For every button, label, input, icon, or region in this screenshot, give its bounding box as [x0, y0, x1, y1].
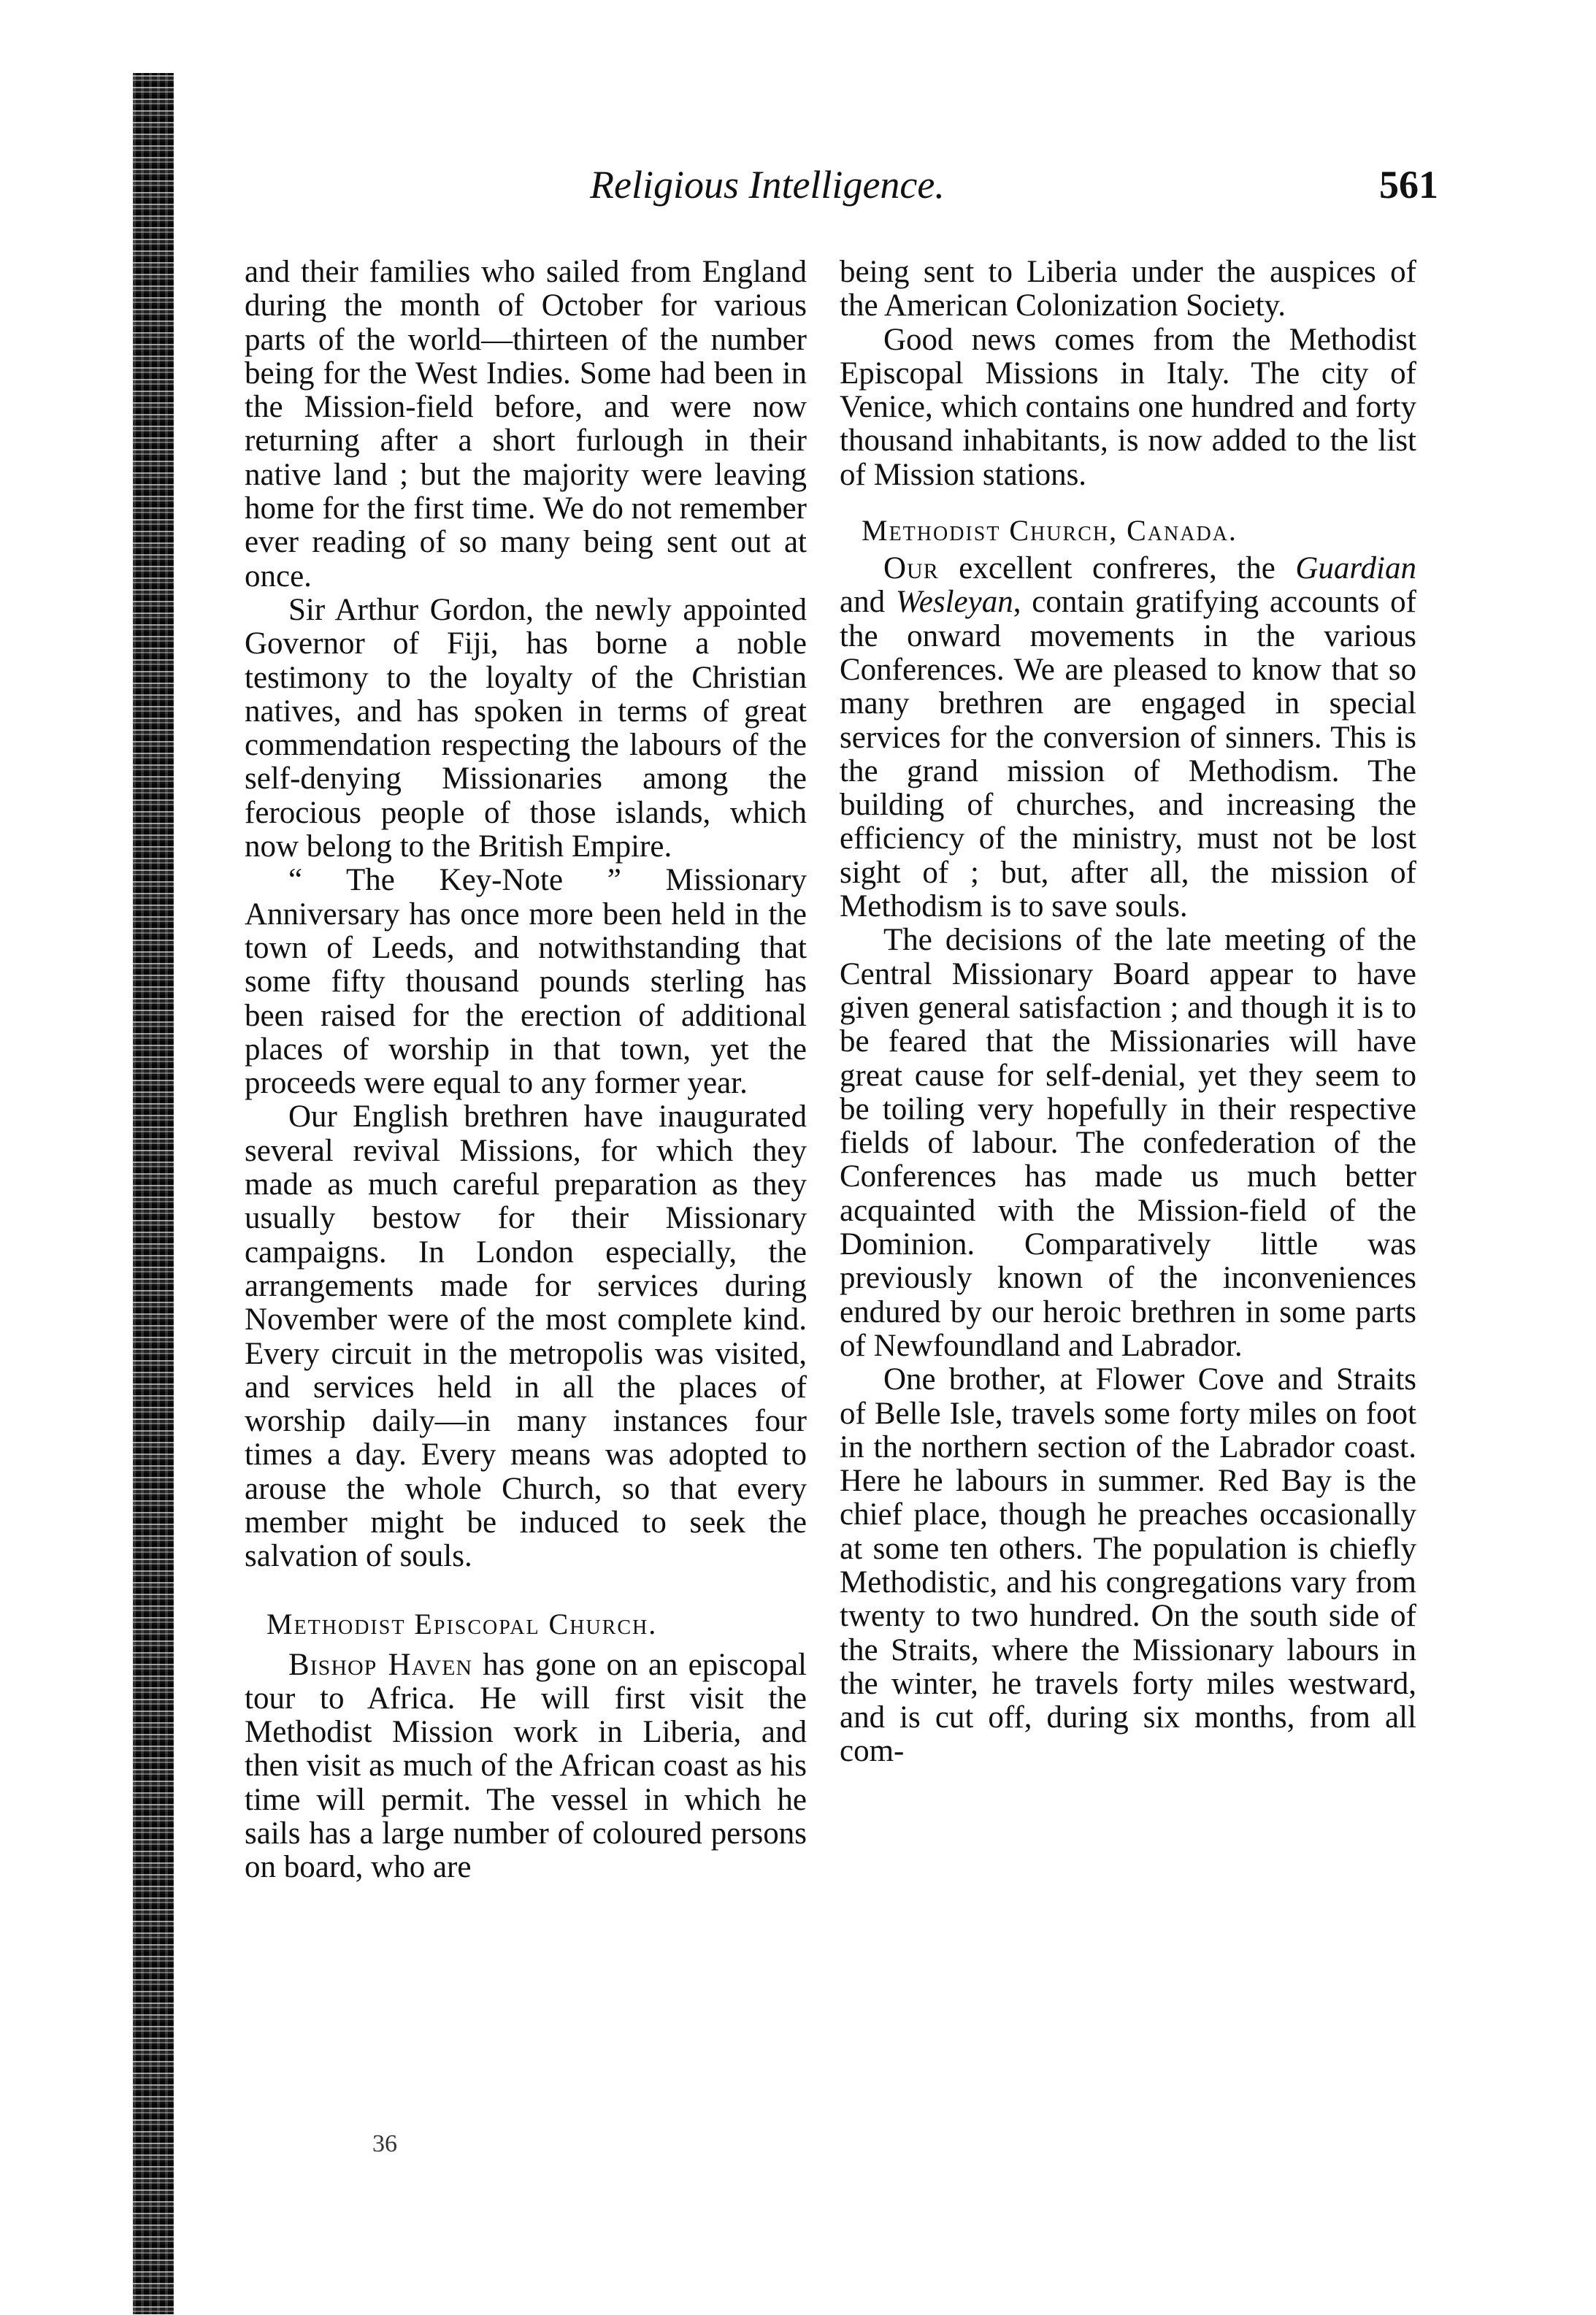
paragraph: and their families who sailed from England during the month of October for various parts of the world—thirteen of the number being for the West Indies. Some had been in the Mission-field before, and were now returning after a short furlough in their native land ; but the majority were leaving home for the first time. We do not remember ever reading of so many being sent out at once.: [245, 255, 807, 594]
paragraph: being sent to Liberia under the auspices of the American Colonization Society.: [840, 255, 1416, 323]
paragraph: Sir Arthur Gordon, the newly appointed Governor of Fiji, has borne a noble testimony to the loyalty of the Christian natives, and has spoken in terms of great commendation respecting the labours of the self-denying Missionaries among the ferocious people of those islands, which now belong to the British Empire.: [245, 592, 807, 864]
lead-in: Our: [883, 551, 939, 586]
paragraph-text: has gone on an episcopal tour to Africa. He will first visit the Methodist Mission work in Liberia, and then visit as much of the African coast as his time will permit. The vessel in which he sails has a large number of coloured persons on board, who are: [245, 1647, 807, 1885]
book-spine-edge: [133, 73, 174, 2314]
paragraph: One brother, at Flower Cove and Straits of Belle Isle, travels some forty miles on foot in the northern section of the Labrador coast. Here he labours in summer. Red Bay is the chief place, though he preaches occasionally at some ten others. The population is chiefly Methodistic, and his congregations vary from twenty to two hundred. On the south side of the Straits, where the Missionary labours in the winter, he travels forty miles westward, and is cut off, during six months, from all com-: [840, 1362, 1416, 1769]
section-heading: Methodist Episcopal Church.: [266, 1607, 658, 1640]
paragraph-text: , contain gratifying accounts of the onward movements in the various Conferences. We are pleased to know that so many brethren are engaged in special services for the conversion of sinners. This is the grand mission of Methodism. The building of churches, and increasing the efficiency of the ministry, must not be lost sight of ; but, after all, the mission of Methodism is to save souls.: [840, 585, 1417, 924]
lead-in: Bishop Haven: [288, 1647, 473, 1682]
paragraph: [840, 552, 1416, 924]
paragraph-text: excellent confreres, the: [938, 551, 1296, 586]
left-column: [245, 256, 807, 1885]
publication-title: Wesleyan: [895, 585, 1013, 620]
section-heading: Methodist Church, Canada.: [862, 514, 1238, 548]
signature-mark: 36: [372, 2130, 397, 2157]
page-header: [241, 162, 1438, 220]
paragraph: [245, 1648, 807, 1885]
paragraph-text: and: [840, 585, 896, 620]
running-title: Religious Intelligence.: [590, 163, 945, 207]
page-number: 561: [1379, 163, 1438, 207]
paragraph: The decisions of the late meeting of the Central Missionary Board appear to have given general satisfaction ; and though it is to be feared that the Missionaries will have great cause for self-denial, yet they seem to be toiling very hopefully in their respective fields of labour. The confederation of the Conferences has made us much better acquainted with the Mission-field of the Dominion. Comparatively little was previously known of the inconveniences endured by our heroic brethren in some parts of Newfoundland and Labrador.: [840, 923, 1416, 1363]
paragraph: Our English brethren have inaugurated several revival Missions, for which they made as much careful preparation as they usually bestow for their Missionary campaigns. In London especially, the arrangements made for services during November were of the most complete kind. Every circuit in the metropolis was visited, and services held in all the places of worship daily—in many instances four times a day. Every means was adopted to arouse the whole Church, so that every member might be induced to seek the salvation of souls.: [245, 1099, 807, 1574]
publication-title: Guardian: [1295, 551, 1416, 586]
paragraph: Good news comes from the Methodist Episcopal Missions in Italy. The city of Venice, which contains one hundred and forty thousand inhabitants, is now added to the list of Mission stations.: [840, 322, 1416, 492]
right-column: [840, 256, 1416, 1769]
paragraph: “ The Key-Note ” Missionary Anniversary has once more been held in the town of Leeds, and notwithstanding that some fifty thousand pounds sterling has been raised for the erection of additional places of worship in that town, yet the proceeds were equal to any former year.: [245, 863, 807, 1101]
